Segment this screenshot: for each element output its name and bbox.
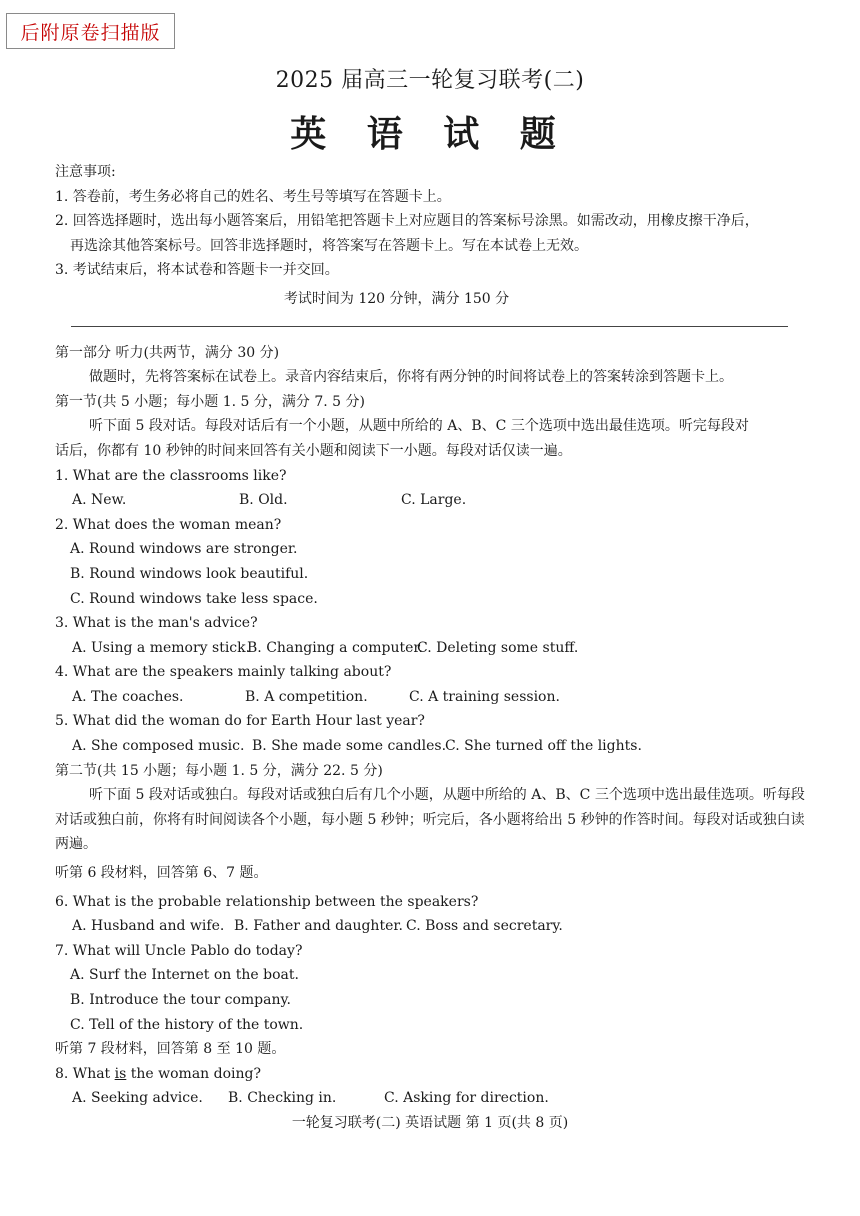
divider	[71, 326, 788, 327]
question-4-options	[55, 685, 808, 710]
note-item-2-continued: 再选涂其他答案标号。回答非选择题时，将答案写在答题卡上。写在本试卷上无效。	[70, 237, 588, 254]
question-7-option-b: B. Introduce the tour company.	[70, 992, 291, 1008]
material-6-note: 听第 6 段材料，回答第 6、7 题。	[55, 865, 268, 882]
question-4-option-c: C. A training session.	[409, 688, 560, 705]
question-5-option-a: A. She composed music.	[72, 738, 245, 755]
question-8-stem	[55, 1062, 808, 1087]
question-8-stem-start: 8. What	[55, 1065, 115, 1082]
question-7-option-c: C. Tell of the history of the town.	[70, 1016, 304, 1033]
question-1-options	[55, 488, 808, 513]
question-2-option-c: C. Round windows take less space.	[70, 590, 318, 607]
question-6-option-b: B. Father and daughter.	[234, 918, 403, 935]
exam-page-body	[55, 160, 808, 1111]
question-3-stem: 3. What is the man's advice?	[55, 615, 258, 632]
question-1-option-b: B. Old.	[239, 492, 288, 509]
question-8-options	[55, 1086, 808, 1111]
note-item-3: 3. 考试结束后，将本试卷和答题卡一并交回。	[55, 262, 339, 279]
question-3-options	[55, 636, 808, 661]
question-1-option-a: A. New.	[72, 492, 127, 509]
section1-instruction-line1: 听下面 5 段对话。每段对话后有一个小题，从题中所给的 A、B、C 三个选项中选出最佳选项。听完每段对	[89, 418, 749, 435]
question-6-option-a: A. Husband and wife.	[72, 918, 225, 935]
question-5-options	[55, 734, 808, 759]
question-5-option-c: C. She turned off the lights.	[445, 738, 642, 755]
question-8-stem-underlined: is	[114, 1065, 127, 1082]
question-6-option-c: C. Boss and secretary.	[406, 918, 563, 935]
notes-heading: 注意事项:	[55, 164, 116, 180]
question-3-option-a: A. Using a memory stick.	[72, 639, 251, 656]
question-1-option-c: C. Large.	[401, 492, 467, 509]
section1-heading: 第一节(共 5 小题；每小题 1. 5 分，满分 7. 5 分)	[55, 393, 365, 410]
section2-heading: 第二节(共 15 小题；每小题 1. 5 分，满分 22. 5 分)	[55, 762, 383, 779]
question-7-stem: 7. What will Uncle Pablo do today?	[55, 942, 303, 959]
part1-heading: 第一部分 听力(共两节，满分 30 分)	[55, 344, 280, 361]
question-2-option-b: B. Round windows look beautiful.	[70, 565, 309, 582]
question-5-stem: 5. What did the woman do for Earth Hour last year?	[55, 713, 425, 730]
question-2-stem: 2. What does the woman mean?	[55, 516, 282, 533]
note-item-2: 2. 回答选择题时，选出每小题答案后，用铅笔把答题卡上对应题目的答案标号涂黑。如需改动，用橡皮擦干净后，	[55, 213, 759, 230]
question-4-option-a: A. The coaches.	[72, 688, 184, 705]
section2-instruction: 听下面 5 段对话或独白。每段对话或独白后有几个小题，从题中所给的 A、B、C 三个选项中选出最佳选项。听每段对话或独白前，你将有时间阅读各个小题，每小题 5 秒钟；听完后，各小题将给出 5 秒钟的作答时间。每段对话或独白读两遍。	[55, 787, 805, 853]
question-8-stem-end: the woman doing?	[126, 1065, 261, 1082]
question-8-option-b: B. Checking in.	[228, 1090, 337, 1107]
scan-version-stamp: 后附原卷扫描版	[6, 13, 175, 49]
note-item-1: 1. 答卷前，考生务必将自己的姓名、考生号等填写在答题卡上。	[55, 188, 451, 205]
question-8-option-a: A. Seeking advice.	[72, 1090, 203, 1107]
part1-instruction: 做题时，先将答案标在试卷上。录音内容结束后，你将有两分钟的时间将试卷上的答案转涂到答题卡上。	[89, 369, 733, 386]
question-8-option-c: C. Asking for direction.	[384, 1090, 549, 1107]
section1-instruction-line2: 话后，你都有 10 秒钟的时间来回答有关小题和阅读下一小题。每段对话仅读一遍。	[55, 442, 572, 459]
question-1-stem: 1. What are the classrooms like?	[55, 467, 287, 484]
page-footer: 一轮复习联考(二) 英语试题 第 1 页(共 8 页)	[291, 1115, 569, 1131]
question-6-stem: 6. What is the probable relationship between the speakers?	[55, 893, 479, 910]
question-5-option-b: B. She made some candles.	[252, 738, 447, 755]
question-4-stem: 4. What are the speakers mainly talking about?	[55, 664, 392, 681]
question-3-option-c: C. Deleting some stuff.	[417, 639, 579, 656]
exam-time-info: 考试时间为 120 分钟，满分 150 分	[283, 290, 510, 307]
question-7-option-a: A. Surf the Internet on the boat.	[70, 967, 299, 984]
question-6-options	[55, 914, 808, 939]
subject-title: 英 语 试 题	[290, 114, 570, 155]
material-7-note: 听第 7 段材料，回答第 8 至 10 题。	[55, 1041, 286, 1058]
question-4-option-b: B. A competition.	[245, 688, 368, 705]
question-3-option-b: B. Changing a computer.	[247, 639, 423, 656]
question-2-option-a: A. Round windows are stronger.	[70, 541, 298, 558]
exam-title: 2025 届高三一轮复习联考(二)	[275, 68, 585, 93]
